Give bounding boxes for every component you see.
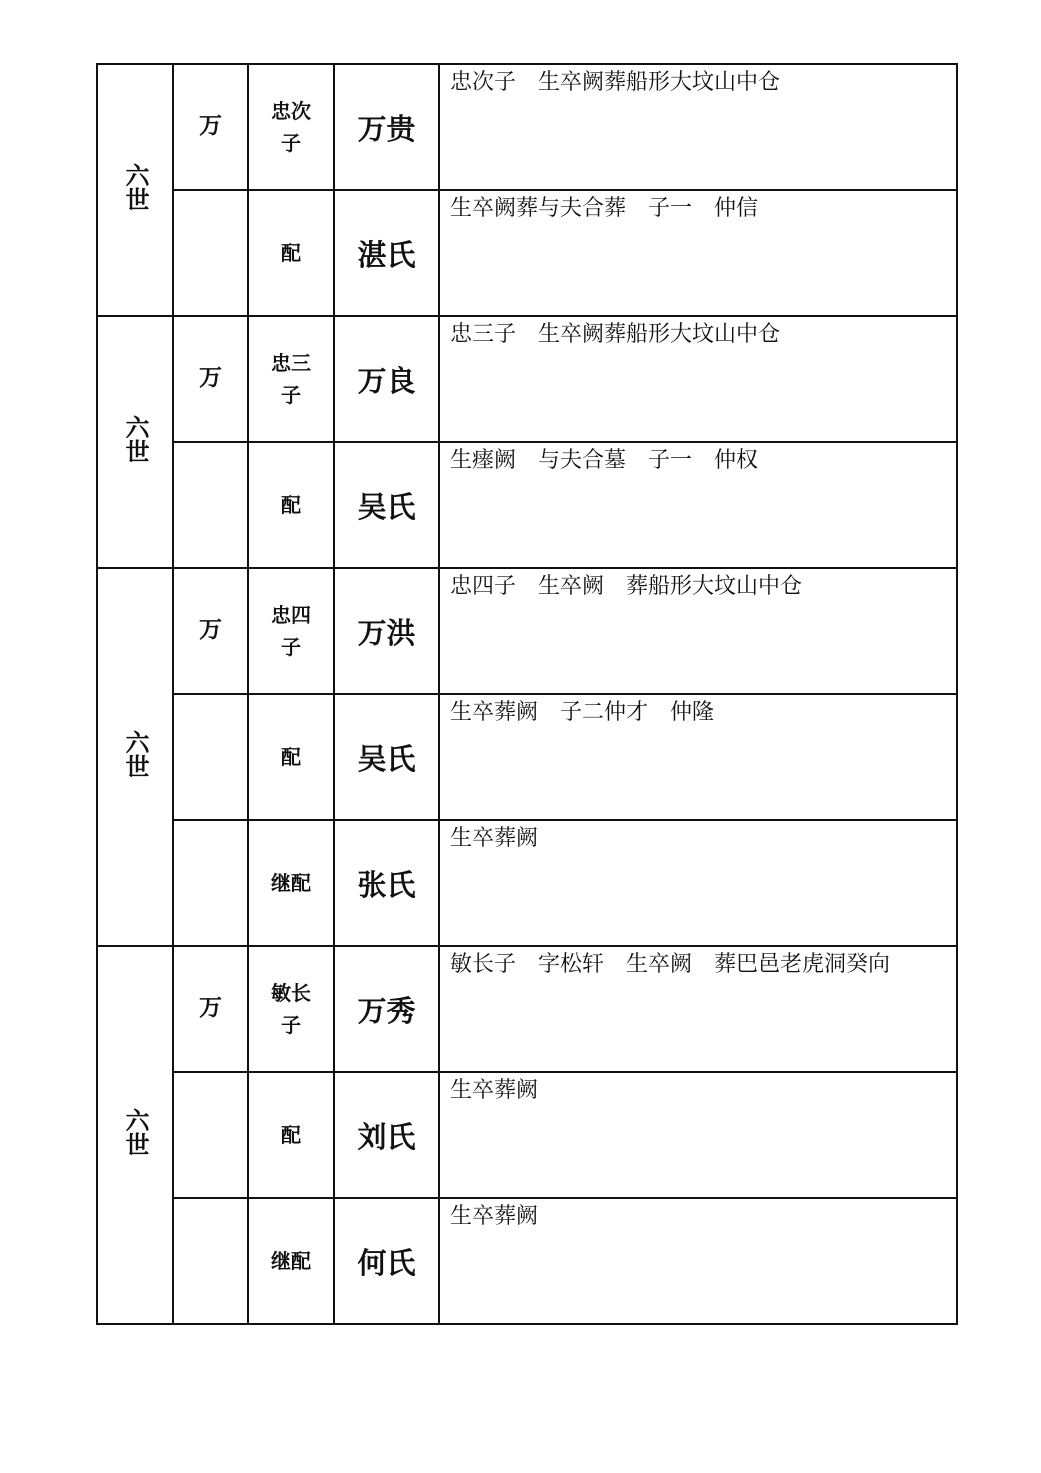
relation-label: 配 — [281, 745, 301, 769]
person-name: 湛氏 — [334, 190, 439, 316]
generation-cell — [97, 316, 173, 568]
person-name: 万洪 — [334, 568, 439, 694]
surname-cell: 万 — [173, 316, 248, 442]
relation-cell — [248, 946, 334, 1072]
relation-label: 敏长子 — [271, 981, 311, 1037]
person-name: 万贵 — [334, 64, 439, 190]
relation-label: 继配 — [271, 871, 311, 895]
relation-cell — [248, 1198, 334, 1324]
table-row — [97, 316, 957, 442]
biography-note: 忠三子 生卒阙葬船形大坟山中仓 — [439, 316, 957, 442]
biography-note: 忠次子 生卒阙葬船形大坟山中仓 — [439, 64, 957, 190]
generation-cell — [97, 946, 173, 1324]
surname-cell — [173, 1072, 248, 1198]
relation-cell — [248, 694, 334, 820]
biography-note: 生卒葬阙 — [439, 1072, 957, 1198]
relation-cell — [248, 568, 334, 694]
person-name: 万良 — [334, 316, 439, 442]
relation-cell — [248, 820, 334, 946]
genealogy-table — [96, 63, 958, 1325]
surname-cell — [173, 190, 248, 316]
relation-label: 忠四子 — [271, 603, 311, 659]
table-row — [97, 568, 957, 694]
surname-cell — [173, 820, 248, 946]
relation-label: 配 — [281, 493, 301, 517]
person-name: 何氏 — [334, 1198, 439, 1324]
table-row — [97, 190, 957, 316]
generation-label: 六世 — [121, 1108, 150, 1156]
biography-note: 生卒葬阙 子二仲才 仲隆 — [439, 694, 957, 820]
generation-cell — [97, 568, 173, 946]
table-row — [97, 1072, 957, 1198]
biography-note: 敏长子 字松轩 生卒阙 葬巴邑老虎洞癸向 — [439, 946, 957, 1072]
biography-note: 忠四子 生卒阙 葬船形大坟山中仓 — [439, 568, 957, 694]
relation-cell — [248, 1072, 334, 1198]
biography-note: 生卒葬阙 — [439, 1198, 957, 1324]
relation-cell — [248, 64, 334, 190]
relation-cell — [248, 316, 334, 442]
biography-note: 生卒葬阙 — [439, 820, 957, 946]
person-name: 吴氏 — [334, 442, 439, 568]
person-name: 万秀 — [334, 946, 439, 1072]
surname-cell: 万 — [173, 64, 248, 190]
surname-cell: 万 — [173, 946, 248, 1072]
generation-label: 六世 — [121, 730, 150, 778]
relation-label: 配 — [281, 1123, 301, 1147]
table-row — [97, 820, 957, 946]
surname-cell: 万 — [173, 568, 248, 694]
biography-note: 生瘗阙 与夫合墓 子一 仲权 — [439, 442, 957, 568]
table-row — [97, 442, 957, 568]
table-row — [97, 694, 957, 820]
table-row — [97, 946, 957, 1072]
table-row — [97, 1198, 957, 1324]
generation-cell — [97, 64, 173, 316]
person-name: 张氏 — [334, 820, 439, 946]
person-name: 吴氏 — [334, 694, 439, 820]
biography-note: 生卒阙葬与夫合葬 子一 仲信 — [439, 190, 957, 316]
relation-label: 继配 — [271, 1249, 311, 1273]
surname-cell — [173, 442, 248, 568]
table-row — [97, 64, 957, 190]
surname-cell — [173, 694, 248, 820]
relation-label: 忠三子 — [271, 351, 311, 407]
person-name: 刘氏 — [334, 1072, 439, 1198]
relation-label: 配 — [281, 241, 301, 265]
relation-cell — [248, 190, 334, 316]
relation-label: 忠次子 — [271, 99, 311, 155]
surname-cell — [173, 1198, 248, 1324]
generation-label: 六世 — [121, 415, 150, 463]
generation-label: 六世 — [121, 163, 150, 211]
relation-cell — [248, 442, 334, 568]
